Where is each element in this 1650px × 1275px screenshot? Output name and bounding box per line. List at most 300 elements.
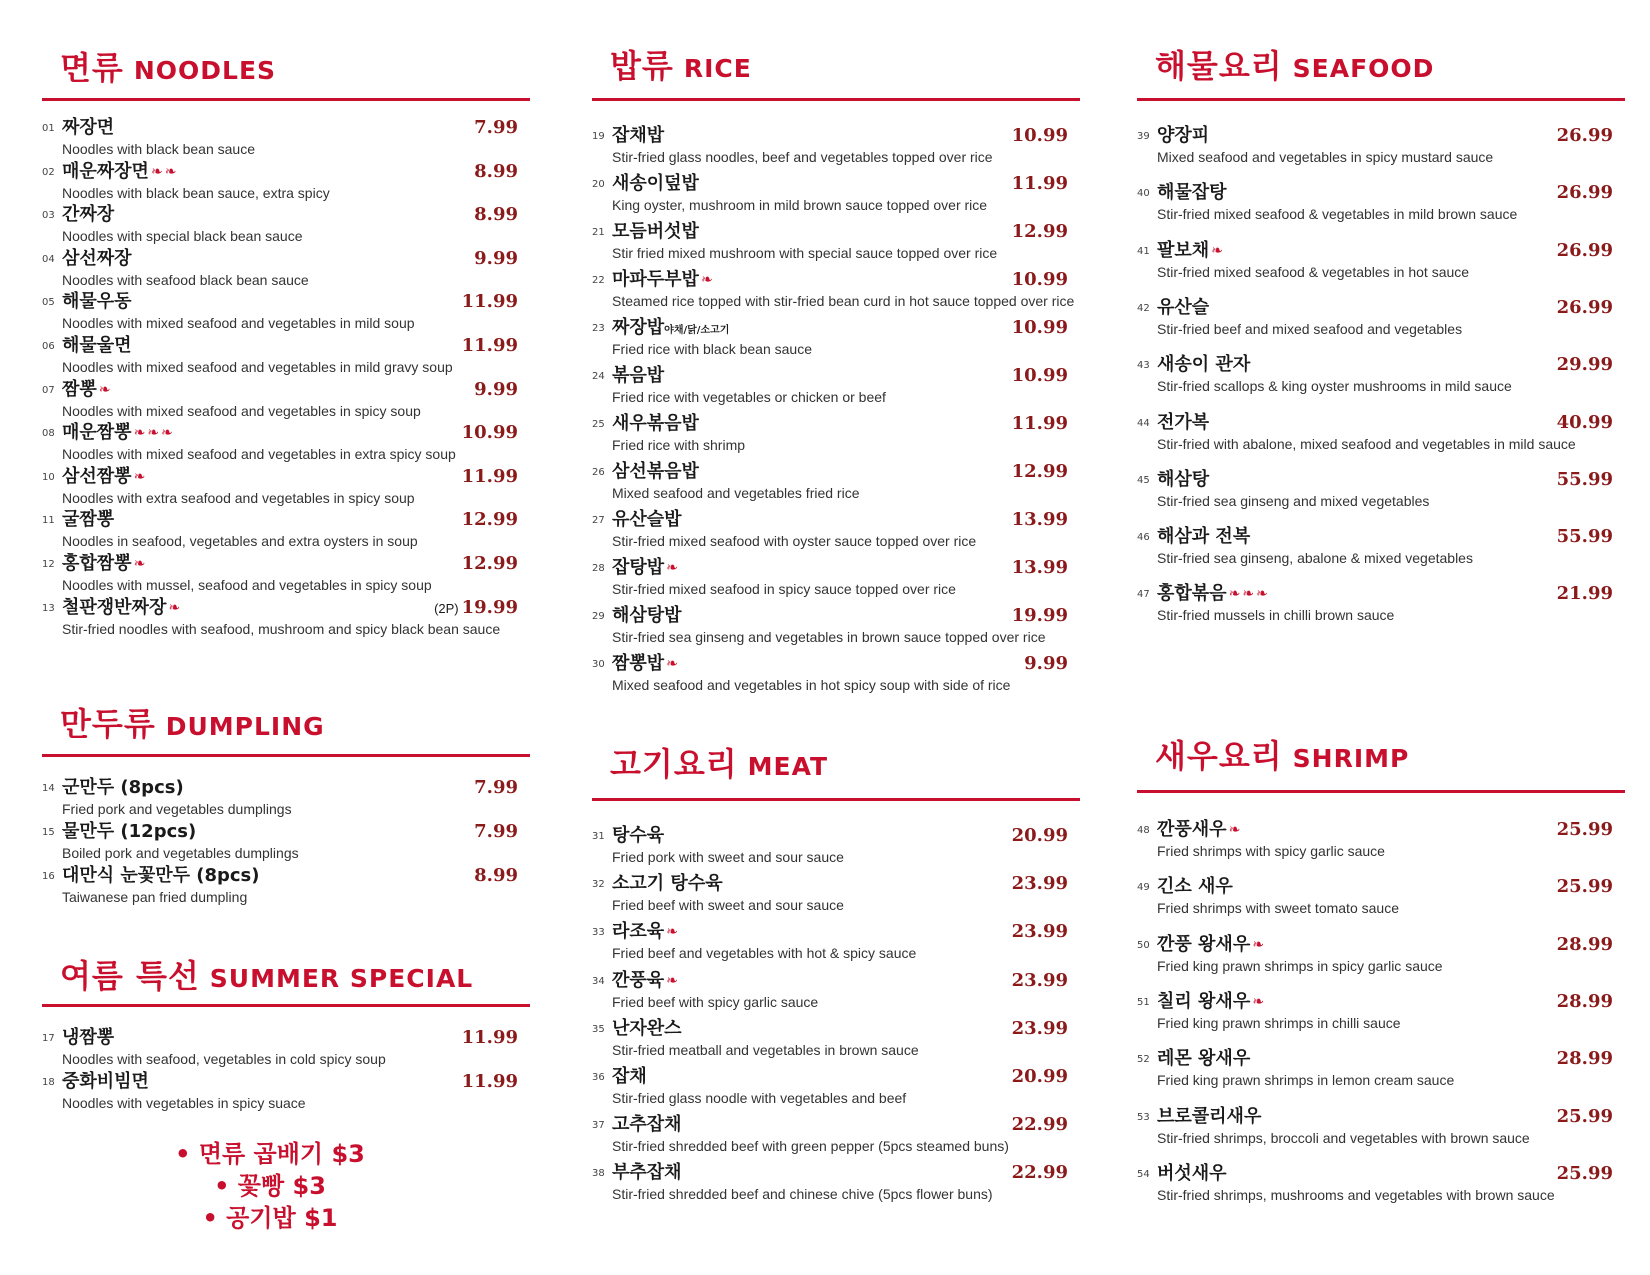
item-price-group <box>462 554 518 574</box>
item-price-group <box>1557 935 1613 955</box>
item-description: Stir-fried scallops & king oyster mushrooms in mild sauce <box>1157 378 1512 395</box>
item-name: 새송이 관자 <box>1157 354 1251 376</box>
item-description: Fried rice with black bean sauce <box>612 341 812 357</box>
section-divider <box>42 754 530 757</box>
item-description: Stir-fried beef and mixed seafood and vegetables <box>1157 320 1463 337</box>
item-price: 10.99 <box>1011 125 1068 146</box>
item-price-group <box>1012 222 1068 242</box>
item-description: Noodles with mussel, seafood and vegetables in spicy soup <box>62 577 432 593</box>
item-name-row <box>1157 470 1209 490</box>
item-name-row <box>1157 820 1240 840</box>
item-name-row <box>62 205 114 225</box>
item-name-row <box>612 414 699 434</box>
item-price-group <box>1012 414 1068 434</box>
item-name-row <box>62 598 180 618</box>
item-price: 8.99 <box>474 160 518 182</box>
item-name: 라조육 <box>612 921 665 943</box>
item-name: 해물울면 <box>62 335 132 356</box>
section-title <box>60 49 277 87</box>
item-price: 55.99 <box>1556 526 1613 548</box>
item-name-row <box>612 366 664 386</box>
item-description: Stir-fried meatball and vegetables in brown sauce <box>612 1041 919 1058</box>
item-price: 25.99 <box>1556 876 1613 898</box>
chili-pepper-icon: ❧ <box>147 425 160 442</box>
item-name: 레몬 왕새우 <box>1157 1048 1251 1070</box>
item-name: 깐풍 왕새우 <box>1157 933 1251 955</box>
section-title-en: DUMPLING <box>165 712 325 741</box>
item-price-group <box>1012 462 1068 482</box>
item-description: Stir-fried glass noodles, beef and vegetables topped over rice <box>612 149 993 165</box>
item-price: 13.99 <box>1011 509 1068 530</box>
section-title <box>60 705 325 743</box>
item-name-row <box>612 126 664 146</box>
item-price: 22.99 <box>1011 1162 1068 1184</box>
item-name: 유산슬밥 <box>612 509 682 530</box>
item-name-options: 야채/닭/소고기 <box>664 325 730 336</box>
item-name: 해물우동 <box>62 291 132 313</box>
item-price: 26.99 <box>1556 182 1613 204</box>
item-price: 7.99 <box>474 821 518 842</box>
chili-pepper-icon: ❧ <box>1228 586 1241 603</box>
item-name-row <box>612 826 664 846</box>
item-number: 40 <box>1137 188 1150 200</box>
item-name: 탕수육 <box>612 825 665 846</box>
item-price: 20.99 <box>1011 825 1068 846</box>
item-name-row <box>1157 992 1264 1012</box>
item-number: 22 <box>592 275 605 286</box>
chili-pepper-icon: ❧ <box>98 381 111 398</box>
item-name-row <box>1157 935 1264 955</box>
item-number: 10 <box>42 471 55 483</box>
chili-pepper-icon: ❧ <box>666 924 678 941</box>
item-price: 26.99 <box>1556 296 1613 318</box>
item-price-group <box>1557 1164 1613 1184</box>
item-description: Fried shrimps with spicy garlic sauce <box>1157 843 1385 859</box>
item-name: 부추잡채 <box>612 1162 682 1184</box>
item-price-group <box>1012 126 1068 146</box>
item-description: Taiwanese pan fried dumpling <box>62 889 248 905</box>
item-number: 20 <box>592 179 605 190</box>
item-price-group <box>474 205 518 225</box>
item-price-group <box>1557 241 1613 261</box>
item-number: 16 <box>42 871 55 882</box>
item-number: 30 <box>592 659 605 670</box>
item-price: 21.99 <box>1556 583 1613 605</box>
section-title <box>610 745 829 783</box>
item-description: Noodles with mixed seafood and vegetables in mild soup <box>62 315 415 332</box>
section-title-ko: 해물요리 <box>1155 47 1283 85</box>
item-description: Noodles with seafood black bean sauce <box>62 271 309 288</box>
item-price-group <box>474 778 518 798</box>
item-price-group <box>1557 584 1613 604</box>
chili-pepper-icon: ❧ <box>161 425 173 442</box>
chili-pepper-icon: ❧ <box>700 272 713 288</box>
item-description: Mixed seafood and vegetables in spicy mustard sauce <box>1157 149 1494 165</box>
item-description: Fried king prawn shrimps in spicy garlic sauce <box>1157 957 1443 974</box>
section-title-en: SHRIMP <box>1292 744 1410 773</box>
item-name: 잡채밥 <box>612 125 665 146</box>
chili-pepper-icon: ❧ <box>1256 586 1268 603</box>
item-name: 유산슬 <box>1157 296 1210 318</box>
item-name-row <box>612 922 678 942</box>
item-price: 7.99 <box>474 777 518 798</box>
item-price: 10.99 <box>1011 365 1068 386</box>
item-price: 12.99 <box>461 509 518 531</box>
item-number: 45 <box>1137 474 1150 486</box>
item-price-group <box>1557 992 1613 1012</box>
section-title-en: SUMMER SPECIAL <box>209 964 474 993</box>
item-price-group <box>1024 654 1068 674</box>
item-price-group <box>1012 1067 1068 1087</box>
item-description: Fried pork and vegetables dumplings <box>62 801 292 817</box>
item-name: 브로콜리새우 <box>1157 1105 1262 1127</box>
item-name-row <box>612 270 713 290</box>
item-price-group <box>1012 922 1068 942</box>
item-number: 43 <box>1137 360 1150 372</box>
item-number: 53 <box>1137 1111 1150 1123</box>
item-price: 9.99 <box>474 247 518 269</box>
item-price-group <box>1012 1115 1068 1135</box>
item-name: 매운짜장면 <box>62 160 149 182</box>
item-description: Noodles with black bean sauce, extra spicy <box>62 184 330 201</box>
item-description: King oyster, mushroom in mild brown sauce topped over rice <box>612 197 988 213</box>
item-price-group <box>474 380 518 400</box>
item-price: 55.99 <box>1556 468 1613 490</box>
item-name: 팔보채 <box>1157 239 1210 261</box>
item-number: 46 <box>1137 532 1150 544</box>
item-price: 23.99 <box>1011 1017 1068 1039</box>
section-divider <box>42 98 530 101</box>
item-name: 짜장밥 <box>612 317 665 338</box>
item-name-row <box>612 558 678 578</box>
item-description: Boiled pork and vegetables dumplings <box>62 845 299 861</box>
item-description: Stir-fried with abalone, mixed seafood and vegetables in mild sauce <box>1157 435 1576 452</box>
item-name-row <box>612 1163 682 1183</box>
item-number: 08 <box>42 428 55 440</box>
item-description: Noodles with extra seafood and vegetables in spicy soup <box>62 489 415 506</box>
section-title-en: NOODLES <box>133 56 277 85</box>
section-title-ko: 고기요리 <box>610 745 738 783</box>
chili-pepper-icon: ❧ <box>133 556 146 572</box>
item-price-group <box>474 822 518 842</box>
item-price-group <box>474 249 518 269</box>
item-name-row <box>612 606 682 626</box>
item-number: 27 <box>592 515 605 526</box>
section-title <box>1155 47 1435 85</box>
item-name-row <box>612 1115 682 1135</box>
item-price-group <box>1557 413 1613 433</box>
item-number: 32 <box>592 879 605 891</box>
item-number: 06 <box>42 341 55 352</box>
item-description: Noodles in seafood, vegetables and extra oysters in soup <box>62 533 418 550</box>
item-portion: (2P) <box>434 600 459 616</box>
item-number: 41 <box>1137 245 1150 257</box>
item-price-group <box>462 423 518 443</box>
item-name-row <box>612 874 723 894</box>
item-price-group <box>1557 1107 1613 1127</box>
item-name-row <box>62 249 132 269</box>
chili-pepper-icon: ❧ <box>666 972 678 989</box>
item-price-group <box>1012 174 1068 194</box>
chili-pepper-icon: ❧ <box>133 468 146 485</box>
item-price: 28.99 <box>1556 933 1613 955</box>
chili-pepper-icon: ❧ <box>1228 822 1241 838</box>
section-divider <box>592 798 1080 801</box>
item-name: 잡채 <box>612 1066 647 1087</box>
item-price-group <box>1012 270 1068 290</box>
item-number: 24 <box>592 371 605 382</box>
item-price: 25.99 <box>1556 819 1613 840</box>
section-noodles <box>42 49 530 672</box>
item-description: Fried king prawn shrimps in chilli sauce <box>1157 1014 1401 1031</box>
item-name: 짬뽕밥 <box>612 653 665 674</box>
item-price: 11.99 <box>461 1027 518 1048</box>
item-price: 11.99 <box>461 465 518 487</box>
section-divider <box>1137 98 1625 101</box>
item-description: Stir-fried noodles with seafood, mushroom and spicy black bean sauce <box>62 620 501 637</box>
item-description: Noodles with black bean sauce <box>62 141 256 157</box>
item-number: 21 <box>592 227 605 238</box>
item-description: Fried beef with spicy garlic sauce <box>612 993 819 1010</box>
item-name: 짜장면 <box>62 117 115 138</box>
chili-pepper-icon: ❧ <box>1252 936 1264 953</box>
item-number: 23 <box>592 323 605 334</box>
item-description: Noodles with special black bean sauce <box>62 228 303 245</box>
item-number: 42 <box>1137 302 1150 314</box>
item-name-row <box>612 1067 647 1087</box>
item-number: 37 <box>592 1120 605 1132</box>
item-description: Fried rice with vegetables or chicken or beef <box>612 389 886 405</box>
chili-pepper-icon: ❧ <box>1242 586 1255 603</box>
item-name-row <box>62 423 173 443</box>
chili-pepper-icon: ❧ <box>133 425 146 442</box>
item-name: 냉짬뽕 <box>62 1027 115 1048</box>
item-price-group <box>474 118 518 138</box>
item-name: 난자완스 <box>612 1017 682 1039</box>
item-description: Stir-fried glass noodle with vegetables and beef <box>612 1090 907 1106</box>
item-name-row <box>612 462 699 482</box>
item-number: 39 <box>1137 131 1150 142</box>
item-name-row <box>62 510 114 530</box>
item-description: Fried pork with sweet and sour sauce <box>612 849 844 865</box>
item-price-group <box>1557 877 1613 897</box>
item-price: 40.99 <box>1556 411 1613 433</box>
item-price-group <box>474 162 518 182</box>
item-name-row <box>612 510 682 530</box>
item-number: 35 <box>592 1023 605 1035</box>
item-price: 11.99 <box>1011 173 1068 194</box>
item-description: Stir-fried mixed seafood & vegetables in mild brown sauce <box>1157 206 1518 223</box>
item-number: 47 <box>1137 589 1150 601</box>
item-name-row <box>62 866 260 886</box>
item-name: 삼선볶음밥 <box>612 461 699 482</box>
item-name-row <box>1157 1049 1250 1069</box>
item-number: 28 <box>592 563 605 574</box>
section-divider <box>42 1004 530 1007</box>
item-price: 10.99 <box>461 422 518 444</box>
item-name-row <box>62 778 184 798</box>
chili-pepper-icon: ❧ <box>666 656 678 672</box>
item-number: 29 <box>592 611 605 622</box>
item-name-row <box>62 118 114 138</box>
extra-item-rice: • 공기밥 $1 <box>202 1204 338 1232</box>
item-price: 23.99 <box>1011 969 1068 991</box>
item-name: 홍합볶음 <box>1157 583 1227 605</box>
item-description: Noodles with mixed seafood and vegetables in extra spicy soup <box>62 446 456 463</box>
item-price: 12.99 <box>1011 221 1068 242</box>
item-name-row <box>62 162 176 182</box>
item-name: 마파두부밥 <box>612 269 699 290</box>
item-name: 새우볶음밥 <box>612 413 699 434</box>
item-price-group <box>434 598 518 618</box>
item-name: 중화비빔면 <box>62 1071 149 1092</box>
item-description: Mixed seafood and vegetables fried rice <box>612 485 860 501</box>
section-title <box>60 957 474 995</box>
item-number: 51 <box>1137 996 1150 1008</box>
item-name: 대만식 눈꽃만두 (8pcs) <box>62 865 260 886</box>
item-name-row <box>1157 527 1250 547</box>
item-number: 44 <box>1137 417 1150 429</box>
item-price: 20.99 <box>1011 1066 1068 1087</box>
section-title <box>1155 737 1410 775</box>
item-price-group <box>1557 183 1613 203</box>
item-number: 07 <box>42 384 55 396</box>
item-price: 28.99 <box>1556 990 1613 1012</box>
item-name-row <box>612 318 729 338</box>
item-price-group <box>1012 366 1068 386</box>
item-name-row <box>62 292 132 312</box>
item-price-group <box>1012 874 1068 894</box>
item-price: 19.99 <box>1011 605 1068 626</box>
item-number: 03 <box>42 210 55 222</box>
item-price: 25.99 <box>1556 1105 1613 1127</box>
section-dumpling <box>42 705 530 908</box>
item-description: Noodles with mixed seafood and vegetables in mild gravy soup <box>62 359 453 375</box>
item-price: 26.99 <box>1556 239 1613 261</box>
item-description: Noodles with seafood, vegetables in cold spicy soup <box>62 1051 386 1067</box>
item-price: 12.99 <box>1011 461 1068 482</box>
item-name-row <box>62 467 145 487</box>
chili-pepper-icon: ❧ <box>666 560 678 576</box>
item-description: Stir-fried sea ginseng and mixed vegetables <box>1157 492 1430 509</box>
item-description: Stir-fried shrimps, mushrooms and vegetables with brown sauce <box>1157 1186 1555 1203</box>
item-number: 02 <box>42 166 55 178</box>
item-name: 해물잡탕 <box>1157 182 1227 204</box>
item-price: 10.99 <box>1011 317 1068 338</box>
item-number: 12 <box>42 559 55 570</box>
item-price: 9.99 <box>1024 653 1068 674</box>
item-name-row <box>62 1028 114 1048</box>
item-price-group <box>1557 298 1613 318</box>
item-number: 33 <box>592 927 605 939</box>
section-shrimp <box>1137 737 1625 1230</box>
section-title-ko: 면류 <box>60 49 124 87</box>
item-price-group <box>474 866 518 886</box>
item-name-row <box>1157 584 1268 604</box>
item-price: 11.99 <box>461 335 518 356</box>
item-price: 7.99 <box>474 117 518 138</box>
item-price: 26.99 <box>1556 125 1613 146</box>
item-description: Fried shrimps with sweet tomato sauce <box>1157 900 1399 917</box>
item-name-row <box>62 336 132 356</box>
item-description: Noodles with vegetables in spicy suace <box>62 1095 306 1111</box>
item-price-group <box>1012 1163 1068 1183</box>
item-number: 25 <box>592 419 605 430</box>
item-price-group <box>1012 510 1068 530</box>
extra-item-flower-bun: • 꽃빵 $3 <box>214 1172 326 1200</box>
item-price: 8.99 <box>474 865 518 886</box>
item-price-group <box>462 1028 518 1048</box>
item-name: 해삼탕 <box>1157 468 1210 490</box>
item-name: 새송이덮밥 <box>612 173 699 194</box>
item-price: 19.99 <box>461 596 518 618</box>
item-name-row <box>1157 877 1233 897</box>
item-price: 8.99 <box>474 204 518 226</box>
section-title-en: RICE <box>683 54 752 83</box>
item-name: 짬뽕 <box>62 378 97 400</box>
item-number: 52 <box>1137 1054 1150 1066</box>
item-number: 13 <box>42 602 55 614</box>
section-divider <box>1137 790 1625 793</box>
item-name: 물만두 (12pcs) <box>62 821 197 842</box>
item-description: Fried beef and vegetables with hot & spicy sauce <box>612 945 917 962</box>
item-number: 17 <box>42 1033 55 1044</box>
item-description: Fried beef with sweet and sour sauce <box>612 897 844 914</box>
item-number: 48 <box>1137 825 1150 836</box>
item-price-group <box>1012 318 1068 338</box>
section-title-ko: 밥류 <box>610 47 674 85</box>
item-description: Stir-fried shredded beef with green pepper (5pcs steamed buns) <box>612 1138 1009 1155</box>
item-number: 01 <box>42 123 55 134</box>
item-name: 해삼탕밥 <box>612 605 682 626</box>
item-price: 9.99 <box>474 378 518 400</box>
item-name: 굴짬뽕 <box>62 509 115 531</box>
item-description: Mixed seafood and vegetables in hot spicy soup with side of rice <box>612 677 1011 693</box>
item-description: Stir-fried mixed seafood with oyster sauce topped over rice <box>612 533 977 549</box>
item-name: 모듬버섯밥 <box>612 221 699 242</box>
item-price: 23.99 <box>1011 873 1068 895</box>
item-name-row <box>1157 241 1223 261</box>
section-title <box>610 47 752 85</box>
item-number: 26 <box>592 467 605 478</box>
item-price-group <box>1012 826 1068 846</box>
item-price-group <box>1012 1019 1068 1039</box>
item-name: 버섯새우 <box>1157 1162 1227 1184</box>
item-name: 철판쟁반짜장 <box>62 596 167 618</box>
chili-pepper-icon: ❧ <box>164 163 177 180</box>
item-name: 삼선짬뽕 <box>62 465 132 487</box>
item-price-group <box>462 292 518 312</box>
item-description: Noodles with mixed seafood and vegetables in spicy soup <box>62 402 421 419</box>
item-price-group <box>1012 558 1068 578</box>
item-number: 49 <box>1137 882 1150 894</box>
item-number: 19 <box>592 131 605 142</box>
item-description: Stir-fried sea ginseng, abalone & mixed vegetables <box>1157 550 1473 567</box>
item-price-group <box>462 336 518 356</box>
chili-pepper-icon: ❧ <box>1252 993 1264 1010</box>
item-name: 깐풍육 <box>612 969 665 991</box>
item-price: 29.99 <box>1556 354 1613 376</box>
item-description: Steamed rice topped with stir-fried bean curd in hot sauce topped over rice <box>612 293 1075 309</box>
item-name: 양장피 <box>1157 125 1210 146</box>
item-name-row <box>612 222 699 242</box>
item-name: 간짜장 <box>62 204 115 226</box>
item-number: 34 <box>592 975 605 987</box>
section-title-en: SEAFOOD <box>1292 54 1435 83</box>
item-name: 잡탕밥 <box>612 557 665 578</box>
item-price: 11.99 <box>461 291 518 313</box>
item-name: 홍합짬뽕 <box>62 553 132 574</box>
